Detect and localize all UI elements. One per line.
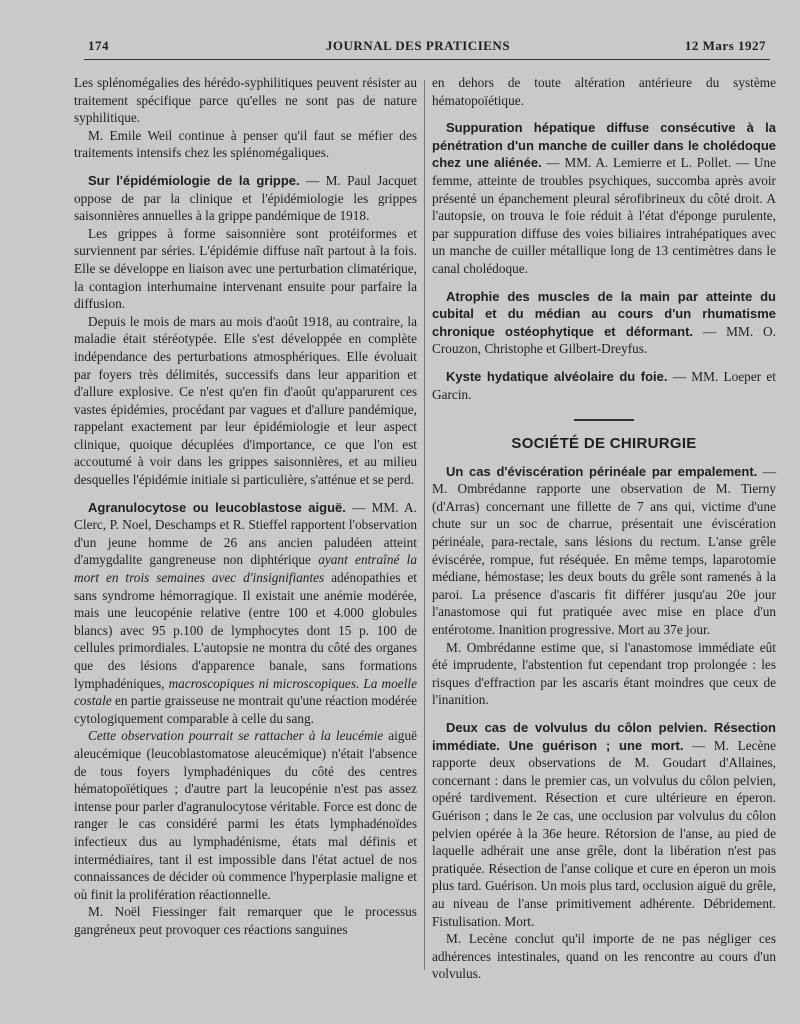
paragraph: M. Lecène conclut qu'il importe de ne pas négliger ces adhérences intestinales, quand on les rencontre au cours d'un volvulus. (432, 931, 776, 982)
article-text-italic: macroscopiques ni microscopiques. La moelle costale (74, 675, 417, 709)
column-divider (424, 80, 425, 970)
article-text: aiguë aleucémique (leucoblastomatose aleucémique) n'était l'absence de tous foyers lymphadéniques du côté des centres hématopoïétiques ; d'autre part la leucopénie n'est pas assez intense pour parler d'agranulocytose véritable. Force est donc de ranger le cas considéré parmi les états lymphadénoïdes infectieux dus au lymphadénisme, états mal définis et intermédiaires, tant il est impossible dans l'état actuel de nos connaissances de décider où commence l'hyperplasie maligne et où finit la prolifération réactionnelle. (74, 728, 417, 902)
paragraph: Depuis le mois de mars au mois d'août 1918, au contraire, la maladie était stéréotypée. Elle s'est développée en complète indépendance des perturbations atmosphériques. Elle évoluait par foyers très délimités, successifs dans leur apparition et d'allure explosive. Ce n'est qu'en fin d'août qu'apparurent ces vastes épidémies, procédant par vagues et d'allure pandémique, rappelant exactement par leur épidémiologie et leur aspect clinique, quoique décuplées d'importance, ce que l'on est accoutumé à voir dans les grippes saisonnières, et au milieu desquelles l'épidémie initiale si particulière, s'atténue et se perd. (74, 313, 417, 488)
article-authors: MM. A. Clerc, P. Noel, Deschamps et R. Stieffel (74, 499, 417, 533)
article-text: rapporte deux observations de M. Goudart d'Allaines, concernant : dans le premier cas, un volvulus du côlon pelvien, opéré tardivement. Résection et cure ultérieure en éperon. Guérison ; dans le 2e cas, une occlusion par volvulus du côlon pelvien opérée à la 36e heure. Rétorsion de l'anse, au pied de laquelle adhérait une anse grêle, dont la libération n'est pas pratiquée. Résection de l'anse colique et cure en éperon un mois plus tard. Guérison. Un mois plus tard, occlusion aiguë du grêle, au niveau de l'anse primitivement adhérente. Débridement. Fistulisation. Mort. (432, 755, 776, 929)
article-author: M. Ombrédanne (432, 481, 527, 497)
article-author: M. Lecène (713, 737, 776, 753)
article-text-italic: Cette observation pourrait se rattacher à la leucémie (88, 728, 384, 744)
article-author: M. Paul Jacquet (325, 172, 417, 188)
article-title: Kyste hydatique alvéolaire du foie. (446, 368, 668, 384)
paragraph: en dehors de toute altération antérieure du système hématopoïétique. (432, 75, 776, 108)
page-number: 174 (88, 38, 109, 53)
article-text: adénopathies et sans syndrome hémorragique. Il existait une anémie modérée, mais une leucopénie relative (entre 100 et 4.000 globules blancs) avec 95 p.100 de lymphocytes dont 15 p. 100 de cellules primordiales. L'autopsie ne montra du côté des organes que des lésions d'apparence banale, sans formations lymphadéniques, (74, 570, 417, 691)
article-text: Une femme, atteinte de troubles psychiques, succomba après avoir présenté un épanchement pleural sérofibrineux du côté droit. A l'autopsie, on trouva le foie réduit à l'état d'éponge purulente, par suppuration diffuse des voies biliaires intrahépatiques avec un manche de cuiller métallique long de 13 centimètres dans le canal cholédoque. (432, 155, 777, 276)
article-text: rapportent l'observation d'un jeune homme de 26 ans ancien paludéen atteint d'amygdalite gangreneuse non diphtérique (74, 517, 417, 568)
article-title: Agranulocytose ou leucoblastose aiguë. (88, 499, 346, 515)
article-text: en partie graisseuse ne montrait qu'une réaction modérée cytologiquement comparable à celle du sang. (74, 693, 418, 726)
article-title: Atrophie des muscles de la main par atteinte du cubital et du médian au cours d'un rhumatisme chronique ostéophytique et déformant. (432, 288, 776, 339)
article-evisceration: Un cas d'éviscération périnéale par empalement. — M. Ombrédanne rapporte une observation de M. Tierny (d'Arras) concernant une fillette de 7 ans qui, victime d'une chute sur un soc de charrue, présentait une éviscération périnéale, para-rectale, sans lésions du rectum. L'anse grêle éviscérée, rompue, fut réséquée. En même temps, laparotomie médiane, hémostase; les deux bouts du grêle sont ramenés à la paroi. La présence d'ascaris fit différer jusqu'au 20e jour l'anastomose qui fut pratiquée avec mise en place d'un entérotome. Inanition progressive. Mort au 37e jour. (432, 463, 777, 638)
journal-title: JOURNAL DES PRATICIENS (325, 38, 511, 53)
article-suppuration: Suppuration hépatique diffuse consécutive à la pénétration d'un manche de cuiller dans le cholédoque chez une aliénée. — MM. A. Lemierre et L. Pollet. — Une femme, atteinte de troubles psychiques, succomba après avoir présenté un épanchement pleural sérofibrineux du côté droit. A l'autopsie, on trouva le foie réduit à l'état d'éponge purulente, par suppuration diffuse des voies biliaires intrahépatiques avec un manche de cuiller métallique long de 13 centimètres dans le canal cholédoque. (432, 120, 777, 276)
article-title: Suppuration hépatique diffuse consécutive à la pénétration d'un manche de cuiller dans le cholédoque chez une aliénée. (432, 120, 776, 171)
issue-date: 12 Mars 1927 (684, 38, 766, 53)
paragraph: M. Ombrédanne estime que, si l'anastomose immédiate eût été imprudente, l'abstention fut cependant trop prolongée : les risques d'effraction par les ascaris étant moindres que ceux de l'inanition. (432, 639, 776, 708)
paragraph: M. Noël Fiessinger fait remarquer que le processus gangréneux peut provoquer ces réactions sanguines (74, 904, 417, 937)
right-column (432, 74, 776, 983)
paragraph (74, 727, 417, 903)
section-divider (574, 419, 634, 421)
article-title: Sur l'épidémiologie de la grippe. (88, 172, 300, 188)
article-authors: MM. A. Lemierre et L. Pollet. (564, 155, 732, 171)
paragraph: Les splénomégalies des hérédo-syphilitiques peuvent résister au traitement spécifique parce qu'elles ne sont pas de nature syphilitique. (74, 75, 417, 126)
article-title: Un cas d'éviscération périnéale par empalement. (446, 463, 758, 479)
article-atrophie: Atrophie des muscles de la main par atteinte du cubital et du médian au cours d'un rhumatisme chronique ostéophytique et déformant. — MM. O. Crouzon, Christophe et Gilbert-Dreyfus. (432, 288, 776, 357)
article-grippe: Sur l'épidémiologie de la grippe. — M. Paul Jacquet oppose de par la clinique et l'épidémiologie les grippes saisonnières annuelles à la grippe pandémique de 1918. (74, 172, 417, 224)
header-rule (84, 59, 770, 60)
article-text: rapporte une observation de M. Tierny (d'Arras) concernant une fillette de 7 ans qui, victime d'une chute sur un soc de charrue, présentait une éviscération périnéale, para-rectale, sans lésions du rectum. L'anse grêle éviscérée, rompue, fut réséquée. En même temps, laparotomie médiane, hémostase; les deux bouts du grêle sont ramenés à la paroi. La présence d'ascaris fit différer jusqu'au 20e jour l'anastomose qui fut pratiquée avec mise en place d'un entérotome. Inanition progressive. Mort au 37e jour. (432, 481, 777, 638)
paragraph: Les grippes à forme saisonnière sont protéiformes et surviennent par séries. L'épidémie diffuse naît partout à la fois. Elle se développe en liaison avec une perturbation climatérique, la contagion interhumaine intervenant ensuite pour parfaire la diffusion. (74, 225, 417, 312)
page-header (70, 38, 766, 58)
article-title: Deux cas de volvulus du côlon pelvien. Résection immédiate. Une guérison ; une mort. (432, 720, 776, 753)
section-title: SOCIÉTÉ DE CHIRURGIE (511, 435, 697, 453)
article-text-italic: ayant entraîné la mort en trois semaines avec d'insignifiantes (74, 552, 417, 586)
article-authors: MM. O. Crouzon, Christophe et Gilbert-Dreyfus. (432, 323, 776, 357)
article-text: oppose de par la clinique et l'épidémiologie les grippes saisonnières annuelles à la grippe pandémique de 1918. (74, 190, 417, 224)
article-kyste: Kyste hydatique alvéolaire du foie. — MM. Loeper et Garcin. (432, 368, 776, 402)
article-authors: MM. Loeper et Garcin. (432, 368, 776, 402)
left-column (74, 74, 417, 939)
paragraph: M. Emile Weil continue à penser qu'il faut se méfier des traitements intensifs chez les splénomégaliques. (74, 127, 417, 161)
article-agranulocytose: Agranulocytose ou leucoblastose aiguë. — MM. A. Clerc, P. Noel, Deschamps et R. Stieffel rapportent l'observation d'un jeune homme de 26 ans ancien paludéen atteint d'amygdalite gangreneuse non diphtérique ayant entraîné la mort en trois semaines avec d'insignifiantes adénopathies et sans syndrome hémorragique. Il existait une anémie modérée, mais une leucopénie relative (entre 100 et 4.000 globules blancs) avec 95 p.100 de lymphocytes dont 15 p. 100 de cellules primordiales. L'autopsie ne montra du côté des organes que des lésions d'apparence banale, sans formations lymphadéniques, macroscopiques ni microscopiques. La moelle costale en partie graisseuse ne montrait qu'une réaction modérée cytologiquement comparable à celle du sang. (74, 499, 418, 726)
article-volvulus: Deux cas de volvulus du côlon pelvien. Résection immédiate. Une guérison ; une mort. — M. Lecène rapporte deux observations de M. Goudart d'Allaines, concernant : dans le premier cas, un volvulus du côlon pelvien, opéré tardivement. Résection et cure ultérieure en éperon. Guérison ; dans le 2e cas, une occlusion par volvulus du côlon pelvien opérée à la 36e heure. Rétorsion de l'anse, au pied de laquelle adhérait une anse grêle, dont la libération n'est pas pratiquée. Résection de l'anse colique et cure en éperon un mois plus tard. Guérison. Un mois plus tard, occlusion aiguë du grêle, au niveau de l'anse primitivement adhérente. Débridement. Fistulisation. Mort. (432, 720, 776, 929)
